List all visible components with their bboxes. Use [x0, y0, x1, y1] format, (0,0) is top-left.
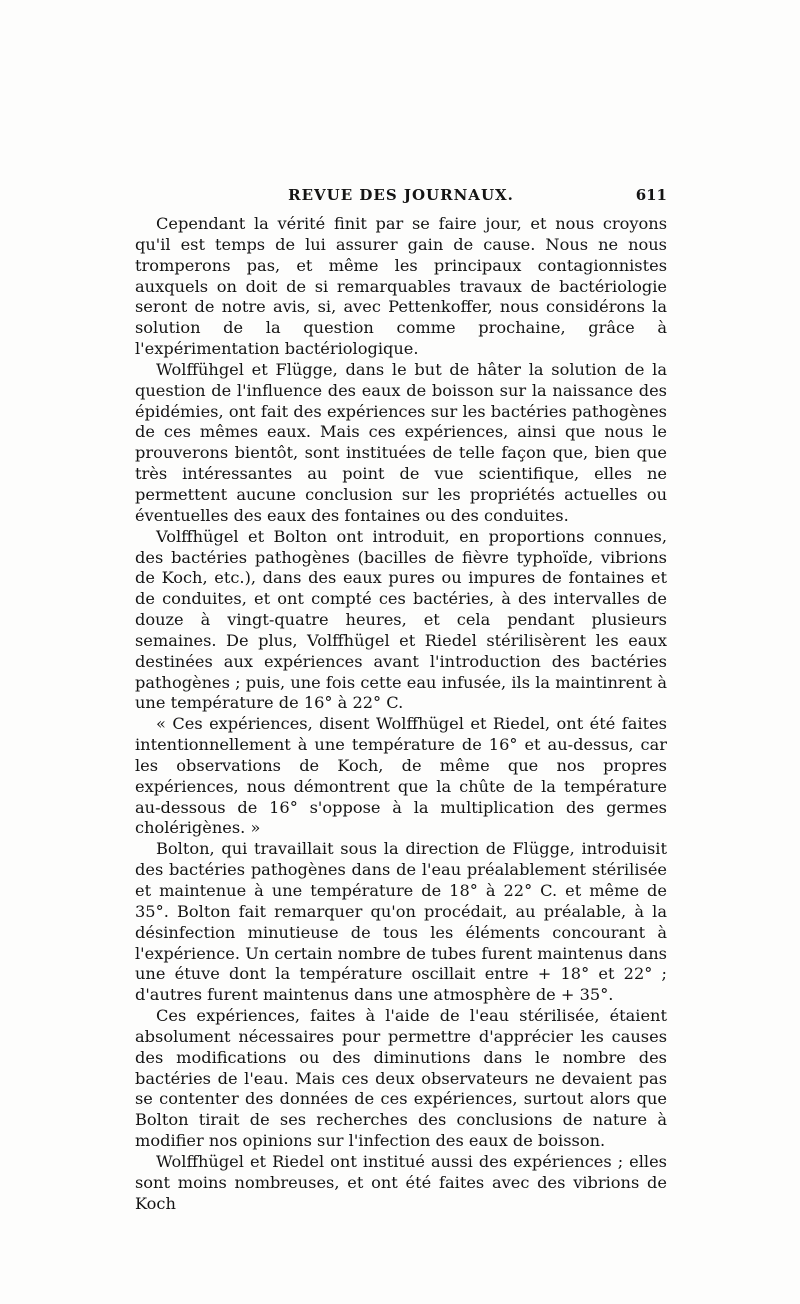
paragraph: Bolton, qui travaillait sous la direction de Flügge, introduisit des bactéries pathogènes dans de l'eau préalablement stérilisée et maintenue à une température de 18° à 22° C. et même de 35°. Bolton fait remarquer qu'on procédait, au préalable, à la désinfection minutieuse de tous les éléments concourant à l'expérience. Un certain nombre de tubes furent maintenus dans une étuve dont la température oscillait entre + 18° et 22° ; d'autres furent maintenus dans une atmosphère de + 35°.: [135, 839, 667, 1005]
paragraph: Ces expériences, faites à l'aide de l'eau stérilisée, étaient absolument nécessaires pour permettre d'apprécier les causes des modifications ou des diminutions dans le nombre des bactéries de l'eau. Mais ces deux observateurs ne devaient pas se contenter des données de ces expériences, surtout alors que Bolton tirait de ses recherches des conclusions de nature à modifier nos opinions sur l'infection des eaux de boisson.: [135, 1006, 667, 1151]
article-body: [135, 214, 667, 1215]
paragraph: Wolffhügel et Riedel ont institué aussi des expériences ; elles sont moins nombreuses, et ont été faites avec des vibrions de Koch: [135, 1151, 667, 1213]
paragraph: Wolffühgel et Flügge, dans le but de hâter la solution de la question de l'influence des eaux de boisson sur la naissance des épidémies, ont fait des expériences sur les bactéries pathogènes de ces mêmes eaux. Mais ces expériences, ainsi que nous le prouverons bientôt, sont instituées de telle façon que, bien que très intéressantes au point de vue scientifique, elles ne permettent aucune conclusion sur les propriétés actuelles ou éventuelles des eaux des fontaines ou des conduites.: [135, 359, 667, 525]
paragraph: « Ces expériences, disent Wolffhügel et Riedel, ont été faites intentionnellement à une température de 16° et au-dessus, car les observations de Koch, de même que nos propres expériences, nous démontrent que la chûte de la température au-dessous de 16° s'oppose à la multiplication des germes cholérigènes. »: [135, 714, 667, 838]
page-header: [135, 186, 667, 208]
page-number: 611: [635, 186, 667, 204]
paragraph: Cependant la vérité finit par se faire jour, et nous croyons qu'il est temps de lui assurer gain de cause. Nous ne nous tromperons pas, et même les principaux contagionnistes auxquels on doit de si remarquables travaux de bactériologie seront de notre avis, si, avec Pettenkoffer, nous considérons la solution de la question comme prochaine, grâce à l'expérimentation bactériologique.: [135, 214, 667, 359]
running-title: REVUE DES JOURNAUX.: [288, 186, 514, 204]
paragraph: Volffhügel et Bolton ont introduit, en proportions connues, des bactéries pathogènes (bacilles de fièvre typhoïde, vibrions de Koch, etc.), dans des eaux pures ou impures de fontaines et de conduites, et ont compté ces bactéries, à des intervalles de douze à vingt-quatre heures, et cela pendant plusieurs semaines. De plus, Volffhügel et Riedel stérilisèrent les eaux destinées aux expériences avant l'introduction des bactéries pathogènes ; puis, une fois cette eau infusée, ils la maintinrent à une température de 16° à 22° C.: [135, 526, 667, 713]
